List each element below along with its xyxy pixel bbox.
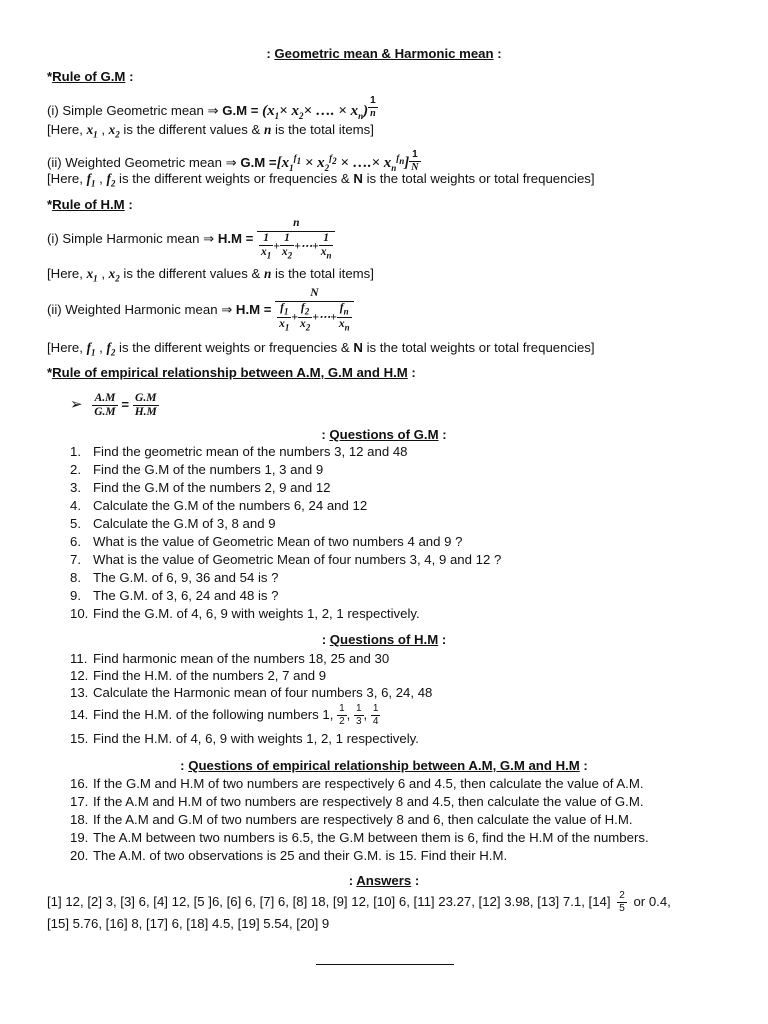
list-item: 17. If the A.M and H.M of two numbers are respectively 8 and 4.5, then calculate the value of G.M. xyxy=(70,794,644,809)
gm-simple-formula: (i) Simple Geometric mean ⇒ $G.M = (x_1\times x_2\times$ …. × $x_n$) $\frac{1}{n}$ xyxy=(47,95,376,121)
gm-questions-heading-text: Questions of G.M xyxy=(329,427,439,442)
answers-heading-text: Answers xyxy=(356,873,412,888)
gm-weighted-formula: (ii) Weighted Geometric mean ⇒ $G.M =[x_1^{f_1} \times x_2^{f_2}$ × ….× $x_n^{f_n}$] $\frac{1}{N}$ xyxy=(47,149,419,173)
list-item: 7. What is the value of Geometric Mean of four numbers 3, 4, 9 and 12 ? xyxy=(70,552,502,567)
question-text: Find the G.M of the numbers 1, 3 and 9 xyxy=(93,462,324,477)
empirical-heading-text: Rule of empirical relationship between A.M, G.M and H.M xyxy=(52,365,408,380)
hm-simple-label: (i) Simple Harmonic mean xyxy=(47,231,200,246)
hm-weighted-note: [Here, $f_1$ , $f_2$ is the different weights or frequencies & N is the total weights or total frequencies] xyxy=(47,340,595,358)
question-text: What is the value of Geometric Mean of two numbers 4 and 9 ? xyxy=(93,534,463,549)
arrow-bullet-icon: ➢ xyxy=(70,396,83,413)
list-item: 5. Calculate the G.M of 3, 8 and 9 xyxy=(70,516,276,531)
page-title: : Geometric mean & Harmonic mean : xyxy=(266,46,502,61)
question-text: If the A.M and G.M of two numbers are respectively 8 and 6, then calculate the value of H.M. xyxy=(93,812,633,827)
list-item: 8. The G.M. of 6, 9, 36 and 54 is ? xyxy=(70,570,279,585)
hm-rule-heading: *Rule of H.M : xyxy=(47,197,133,212)
frac-numerator: 2 xyxy=(619,890,625,902)
end-divider xyxy=(316,964,454,965)
question-text: What is the value of Geometric Mean of four numbers 3, 4, 9 and 12 ? xyxy=(93,552,502,567)
emp-questions-list xyxy=(70,775,649,865)
list-item: 6. What is the value of Geometric Mean of two numbers 4 and 9 ? xyxy=(70,534,463,549)
hm-questions-heading-text: Questions of H.M xyxy=(329,632,439,647)
list-item: 18. If the A.M and G.M of two numbers are respectively 8 and 6, then calculate the value of H.M. xyxy=(70,812,633,827)
question-text: If the G.M and H.M of two numbers are respectively 6 and 4.5, then calculate the value of A.M. xyxy=(93,776,644,791)
question-text: The A.M between two numbers is 6.5, the G.M between them is 6, find the H.M of the numbers. xyxy=(93,830,649,845)
list-item: 4. Calculate the G.M of the numbers 6, 24 and 12 xyxy=(70,498,368,513)
list-item: 3. Find the G.M of the numbers 2, 9 and 12 xyxy=(70,480,331,495)
question-text: Calculate the G.M of 3, 8 and 9 xyxy=(93,516,276,531)
frac-denominator: 5 xyxy=(619,903,625,915)
list-item: 11. Find harmonic mean of the numbers 18, 25 and 30 xyxy=(70,651,390,666)
answers-text-a: [1] 12, [2] 3, [3] 6, [4] 12, [5 ]6, [6] 6, [7] 6, [8] 18, [9] 12, [10] 6, [11] 23.27, [12] 3.98, [13] 7.1, [14] xyxy=(47,894,611,909)
list-item: 19. The A.M between two numbers is 6.5, the G.M between them is 6, find the H.M of the numbers. xyxy=(70,830,649,845)
gm-weighted-note: [Here, $f_1$ , $f_2$ is the different weights or frequencies & N is the total weights or total frequencies] xyxy=(47,171,595,189)
question-text: Find the G.M. of 4, 6, 9 with weights 1, 2, 1 respectively. xyxy=(93,606,420,621)
gm-rule-heading-text: Rule of G.M xyxy=(52,69,126,84)
hm-weighted-formula: (ii) Weighted Harmonic mean ⇒ H.M = N $\frac{f_1}{x_1}$ + $\frac{f_2}{x_2}$ +⋯+ $\frac{f_n}{x_n}$ xyxy=(47,288,354,332)
empirical-heading: *Rule of empirical relationship between A.M, G.M and H.M : xyxy=(47,365,416,380)
list-item: 1. Find the geometric mean of the numbers 3, 12 and 48 xyxy=(70,444,408,459)
emp-questions-heading-text: Questions of empirical relationship between A.M, G.M and H.M xyxy=(188,758,580,773)
question-text: The G.M. of 3, 6, 24 and 48 is ? xyxy=(93,588,279,603)
question-text: Find the G.M of the numbers 2, 9 and 12 xyxy=(93,480,331,495)
hm-questions-list xyxy=(70,650,432,747)
answers-heading: : Answers : xyxy=(348,873,420,888)
list-item: 14. Find the H.M. of the following numbers 1, $\frac{1}{2}$ , $\frac{1}{3}$ , $\frac{1}{4}$ xyxy=(70,703,379,728)
answers-line-2: [15] 5.76, [16] 8, [17] 6, [18] 4.5, [19] 5.54, [20] 9 xyxy=(47,916,330,931)
question-text: Find the H.M. of 4, 6, 9 with weights 1, 2, 1 respectively. xyxy=(93,731,419,746)
question-text: Calculate the G.M of the numbers 6, 24 and 12 xyxy=(93,498,368,513)
list-item: 15. Find the H.M. of 4, 6, 9 with weights 1, 2, 1 respectively. xyxy=(70,731,419,746)
list-item: 10. Find the G.M. of 4, 6, 9 with weights 1, 2, 1 respectively. xyxy=(70,606,420,621)
list-item: 13. Calculate the Harmonic mean of four numbers 3, 6, 24, 48 xyxy=(70,685,433,700)
gm-rule-heading: *Rule of G.M : xyxy=(47,69,134,84)
list-item: 12. Find the H.M. of the numbers 2, 7 and 9 xyxy=(70,668,327,683)
hm-simple-note: [Here, $x_1$ , $x_2$ is the different values & n is the total items] xyxy=(47,266,374,284)
answers-text-b: or 0.4, xyxy=(633,894,671,909)
gm-questions-heading: : Questions of G.M : xyxy=(321,427,447,442)
hm-questions-heading: : Questions of H.M : xyxy=(321,632,447,647)
list-item: 9. The G.M. of 3, 6, 24 and 48 is ? xyxy=(70,588,279,603)
hm-rule-heading-text: Rule of H.M xyxy=(52,197,125,212)
question-text: Find the H.M. of the numbers 2, 7 and 9 xyxy=(93,668,327,683)
question-text: The A.M. of two observations is 25 and their G.M. is 15. Find their H.M. xyxy=(93,848,508,863)
question-text: Calculate the Harmonic mean of four numbers 3, 6, 24, 48 xyxy=(93,685,433,700)
gm-simple-note: [Here, $x_1$ , $x_2$ is the different values & n is the total items] xyxy=(47,122,374,140)
question-text: If the A.M and H.M of two numbers are respectively 8 and 4.5, then calculate the value of G.M. xyxy=(93,794,644,809)
emp-questions-heading: : Questions of empirical relationship between A.M, G.M and H.M : xyxy=(180,758,588,773)
hm-weighted-label: (ii) Weighted Harmonic mean xyxy=(47,302,218,317)
list-item: 2. Find the G.M of the numbers 1, 3 and 9 xyxy=(70,462,324,477)
empirical-formula: ➢ $\frac{A.M}{G.M}$ = $\frac{G.M}{H.M}$ xyxy=(70,391,157,419)
question-text: The G.M. of 6, 9, 36 and 54 is ? xyxy=(93,570,279,585)
answers-line-1 xyxy=(47,888,671,916)
question-text: Find harmonic mean of the numbers 18, 25 and 30 xyxy=(93,651,390,666)
gm-simple-label: (i) Simple Geometric mean xyxy=(47,103,204,118)
list-item: 16. If the G.M and H.M of two numbers are respectively 6 and 4.5, then calculate the value of A.M. xyxy=(70,776,644,791)
gm-questions-list xyxy=(70,443,501,623)
question-text: Find the geometric mean of the numbers 3, 12 and 48 xyxy=(93,444,408,459)
gm-weighted-label: (ii) Weighted Geometric mean xyxy=(47,155,222,170)
hm-simple-formula: (i) Simple Harmonic mean ⇒ H.M = n $\frac{1}{x_1}$ + $\frac{1}{x_2}$ +⋯+ $\frac{1}{x_n}$ xyxy=(47,218,335,260)
list-item: 20. The A.M. of two observations is 25 and their G.M. is 15. Find their H.M. xyxy=(70,848,508,863)
answer-14-fraction xyxy=(617,891,627,914)
page-title-text: Geometric mean & Harmonic mean xyxy=(274,46,494,61)
